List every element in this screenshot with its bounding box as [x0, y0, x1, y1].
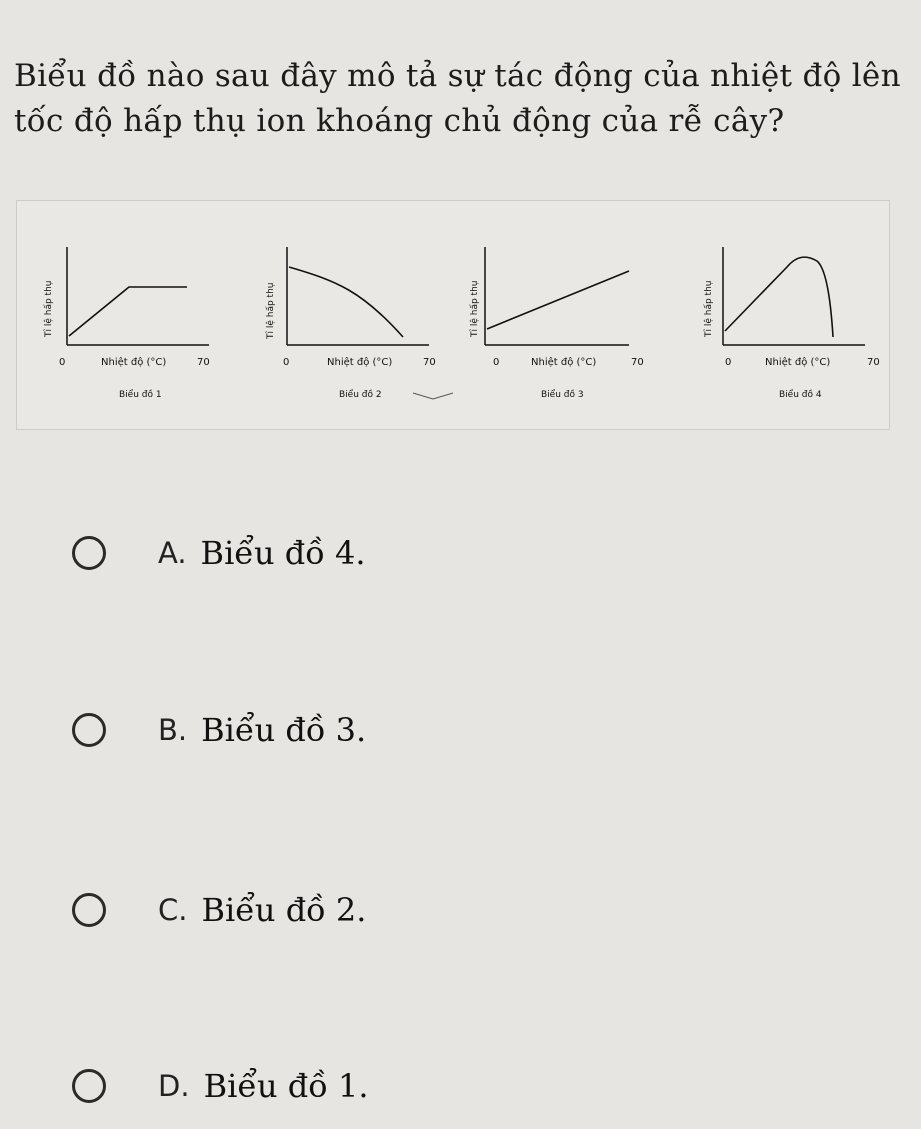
chart-2-caption: Biểu đồ 2	[339, 390, 382, 400]
chart-1-x-min: 0	[59, 357, 66, 368]
chart-3-xlabel: Nhiệt độ (°C)	[531, 357, 597, 368]
chart-4-xlabel: Nhiệt độ (°C)	[765, 357, 831, 368]
chart-1-x-max: 70	[197, 357, 210, 368]
charts-figure	[16, 200, 890, 430]
chart-2-stray-mark	[413, 393, 453, 399]
chart-4-curve	[725, 257, 833, 337]
option-d-text: Biểu đồ 1.	[203, 1067, 369, 1105]
radio-d[interactable]	[72, 1069, 106, 1103]
radio-a[interactable]	[72, 536, 106, 570]
chart-1-xlabel: Nhiệt độ (°C)	[101, 357, 167, 368]
chart-2-curve	[289, 267, 403, 337]
option-b-letter: B.	[158, 713, 188, 747]
chart-3-x-max: 70	[631, 357, 644, 368]
chart-2-ylabel: Tỉ lệ hấp thụ	[266, 282, 276, 339]
option-c-letter: C.	[158, 893, 188, 927]
chart-1-caption: Biểu đồ 1	[119, 390, 162, 400]
option-c[interactable]	[72, 885, 366, 935]
chart-3	[469, 247, 644, 400]
chart-4-x-max: 70	[867, 357, 880, 368]
chart-4	[703, 247, 880, 400]
chart-2-xlabel: Nhiệt độ (°C)	[327, 357, 393, 368]
chart-3-ylabel: Tỉ lệ hấp thụ	[470, 280, 480, 337]
chart-1-curve	[69, 287, 187, 336]
option-d[interactable]	[72, 1061, 369, 1111]
radio-c[interactable]	[72, 893, 106, 927]
chart-3-curve	[487, 271, 629, 329]
radio-b[interactable]	[72, 713, 106, 747]
option-a-letter: A.	[158, 536, 187, 570]
charts-svg	[17, 201, 889, 429]
option-c-text: Biểu đồ 2.	[201, 891, 367, 929]
chart-1-ylabel: Tỉ lệ hấp thụ	[44, 280, 54, 337]
option-a-text: Biểu đồ 4.	[200, 534, 366, 572]
chart-3-x-min: 0	[493, 357, 500, 368]
chart-2	[265, 247, 453, 400]
chart-4-ylabel: Tỉ lệ hấp thụ	[704, 280, 714, 337]
chart-2-x-min: 0	[283, 357, 290, 368]
chart-2-x-max: 70	[423, 357, 436, 368]
option-a[interactable]	[72, 528, 366, 578]
chart-4-x-min: 0	[725, 357, 732, 368]
chart-1	[43, 247, 210, 400]
option-b[interactable]	[72, 705, 366, 755]
chart-3-caption: Biểu đồ 3	[541, 390, 584, 400]
question-text: Biểu đồ nào sau đây mô tả sự tác động của nhiệt độ lên tốc độ hấp thụ ion khoáng chủ động của rễ cây?	[14, 58, 901, 139]
chart-4-caption: Biểu đồ 4	[779, 390, 822, 400]
option-d-letter: D.	[158, 1069, 190, 1103]
option-b-text: Biểu đồ 3.	[201, 711, 367, 749]
